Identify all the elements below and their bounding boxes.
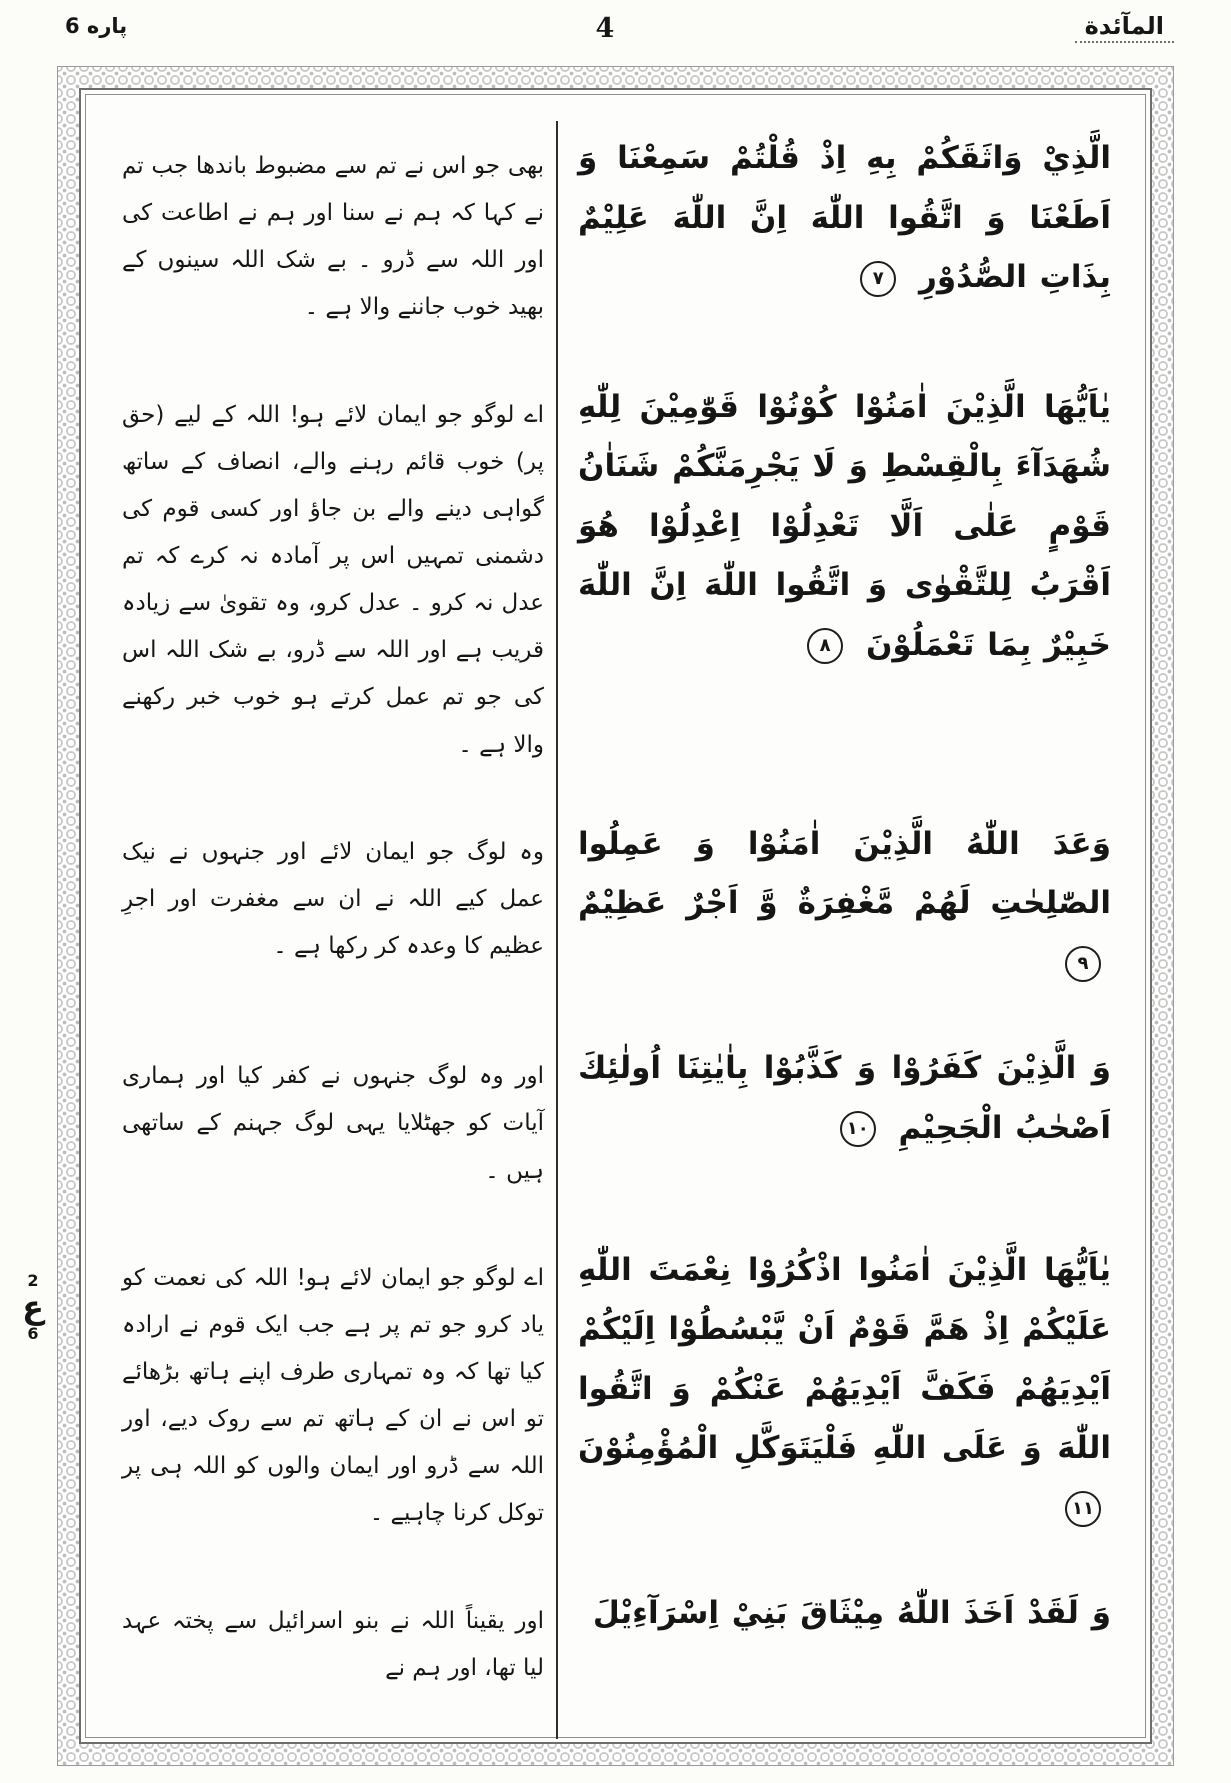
ruku-marker xyxy=(16,1272,50,1343)
urdu-translation-text: اے لوگو جو ایمان لائے ہو! اللہ کے لیے (حق پر) خوب قائم رہنے والے، انصاف کے ساتھ گواہی دینے والے بن جاؤ اور کسی قوم کی دشمنی تمہیں اس پر آمادہ نہ کرے کہ تم عدل نہ کرو ۔ عدل کرو، وہ تقویٰ سے زیادہ قریب ہے اور اللہ سے ڈرو، بے شک اللہ اس کی جو تم عمل کرتے ہو خوب خبر رکھنے والا ہے ۔ xyxy=(122,401,544,758)
verse-row xyxy=(116,1039,1119,1194)
arabic-verse-11: يٰاَيُّهَا الَّذِيْنَ اٰمَنُوا اذْكُرُوْا نِعْمَتَ اللّٰهِ عَلَيْكُمْ اِذْ هَمَّ قَوْمٌ اَنْ يَّبْسُطُوْا اِلَيْكُمْ اَيْدِيَهُمْ فَكَفَّ اَيْدِيَهُمْ عَنْكُمْ وَ اتَّقُوا اللّٰهَ وَ عَلَى اللّٰهِ فَلْيَتَوَكَّلِ الْمُؤْمِنُوْنَ xyxy=(578,1251,1111,1467)
ruku-ain-mark: ع xyxy=(22,1287,44,1326)
urdu-translation-cell xyxy=(116,1241,556,1538)
page-header xyxy=(57,12,1174,58)
arabic-verse-cell xyxy=(556,378,1119,676)
urdu-translation-text: بھی جو اس نے تم سے مضبوط باندھا جب تم نے کہا کہ ہم نے سنا اور ہم نے اطاعت کی اور اللہ سے ڈرو ۔ بے شک اللہ سینوں کے بھید خوب جاننے والا ہے ۔ xyxy=(122,153,544,321)
para-number-label: پاره 6 xyxy=(65,14,128,38)
arabic-verse-9: وَعَدَ اللّٰهُ الَّذِيْنَ اٰمَنُوْا وَ عَمِلُوا الصّٰلِحٰتِ لَهُمْ مَّغْفِرَةٌ وَّ اَجْرٌ عَظِيْمٌ xyxy=(578,825,1111,922)
arabic-verse-12-start: وَ لَقَدْ اَخَذَ اللّٰهُ مِيْثَاقَ بَنِيْ اِسْرَآءِيْلَ xyxy=(592,1595,1111,1632)
arabic-verse-text xyxy=(578,129,1111,308)
arabic-verse-text xyxy=(578,815,1111,994)
ruku-bottom-number: 6 xyxy=(27,1324,39,1344)
verse-number-badge: ۷ xyxy=(860,261,896,297)
arabic-verse-text xyxy=(578,1241,1111,1539)
arabic-verse-cell xyxy=(556,1039,1119,1158)
verse-row xyxy=(116,129,1119,332)
arabic-verse-text xyxy=(578,1039,1111,1158)
verse-row xyxy=(116,1241,1119,1539)
arabic-verse-cell xyxy=(556,1241,1119,1539)
arabic-verse-cell xyxy=(556,129,1119,308)
urdu-translation-text: اور وہ لوگ جنہوں نے کفر کیا اور ہماری آیات کو جھٹلایا یہی لوگ جہنم کے ساتھی ہیں ۔ xyxy=(122,1063,544,1184)
arabic-verse-cell xyxy=(556,1584,1119,1644)
verse-number-badge: ۱۰ xyxy=(840,1111,876,1147)
urdu-translation-cell xyxy=(116,815,556,970)
verse-row xyxy=(116,378,1119,769)
urdu-translation-cell xyxy=(116,129,556,332)
arabic-verse-text xyxy=(578,378,1111,676)
arabic-verse-10: وَ الَّذِيْنَ كَفَرُوْا وَ كَذَّبُوْا بِاٰيٰتِنَا اُولٰئِكَ اَصْحٰبُ الْجَحِيْمِ xyxy=(578,1050,1111,1146)
urdu-translation-text: اور یقیناً اللہ نے بنو اسرائیل سے پختہ عہد لیا تھا، اور ہم نے xyxy=(122,1608,544,1682)
verse-number-badge: ۹ xyxy=(1065,946,1101,982)
urdu-translation-cell xyxy=(116,378,556,769)
verse-row xyxy=(116,815,1119,994)
arabic-verse-cell xyxy=(556,815,1119,994)
verse-number-badge: ۸ xyxy=(807,628,843,664)
arabic-verse-7: الَّذِيْ وَاثَقَكُمْ بِهِ اِذْ قُلْتُمْ سَمِعْنَا وَ اَطَعْنَا وَ اتَّقُوا اللّٰهَ اِنَّ اللّٰهَ عَلِيْمٌ بِذَاتِ الصُّدُوْرِ xyxy=(578,140,1111,296)
arabic-verse-text xyxy=(578,1584,1111,1644)
ornamental-border-frame xyxy=(57,66,1174,1766)
urdu-translation-text: وہ لوگ جو ایمان لائے اور جنہوں نے نیک عمل کیے اللہ نے ان سے مغفرت اور اجرِ عظیم کا وعدہ کر رکھا ہے ۔ xyxy=(122,838,544,959)
arabic-verse-8: يٰاَيُّهَا الَّذِيْنَ اٰمَنُوْا كُوْنُوْا قَوّٰمِيْنَ لِلّٰهِ شُهَدَآءَ بِالْقِسْطِ وَ لَا يَجْرِمَنَّكُمْ شَنَاٰنُ قَوْمٍ عَلٰى اَلَّا تَعْدِلُوْا اِعْدِلُوْا هُوَ اَقْرَبُ لِلتَّقْوٰى وَ اتَّقُوا اللّٰهَ اِنَّ اللّٰهَ خَبِيْرٌ بِمَا تَعْمَلُوْنَ xyxy=(578,388,1111,663)
inner-rule-border xyxy=(79,88,1152,1744)
ruku-top-number: 2 xyxy=(27,1271,39,1290)
content-area xyxy=(85,94,1146,1738)
urdu-translation-text: اے لوگو جو ایمان لائے ہو! اللہ کی نعمت کو یاد کرو جو تم پر ہے جب ایک قوم نے ارادہ کیا تھا کہ وہ تمہاری طرف اپنے ہاتھ بڑھائے تو اس نے ان کے ہاتھ تم سے روک دیے، اور اللہ سے ڈرو اور ایمان والوں کو اللہ ہی پر توکل کرنا چاہیے ۔ xyxy=(122,1264,544,1527)
verse-row xyxy=(116,1584,1119,1692)
verse-number-badge: ۱۱ xyxy=(1065,1491,1101,1527)
surah-name-label: المآئدة xyxy=(1075,12,1174,43)
page-number: 4 xyxy=(595,13,615,44)
urdu-translation-cell xyxy=(116,1039,556,1194)
urdu-translation-cell xyxy=(116,1584,556,1692)
two-column-scripture xyxy=(116,129,1119,1739)
